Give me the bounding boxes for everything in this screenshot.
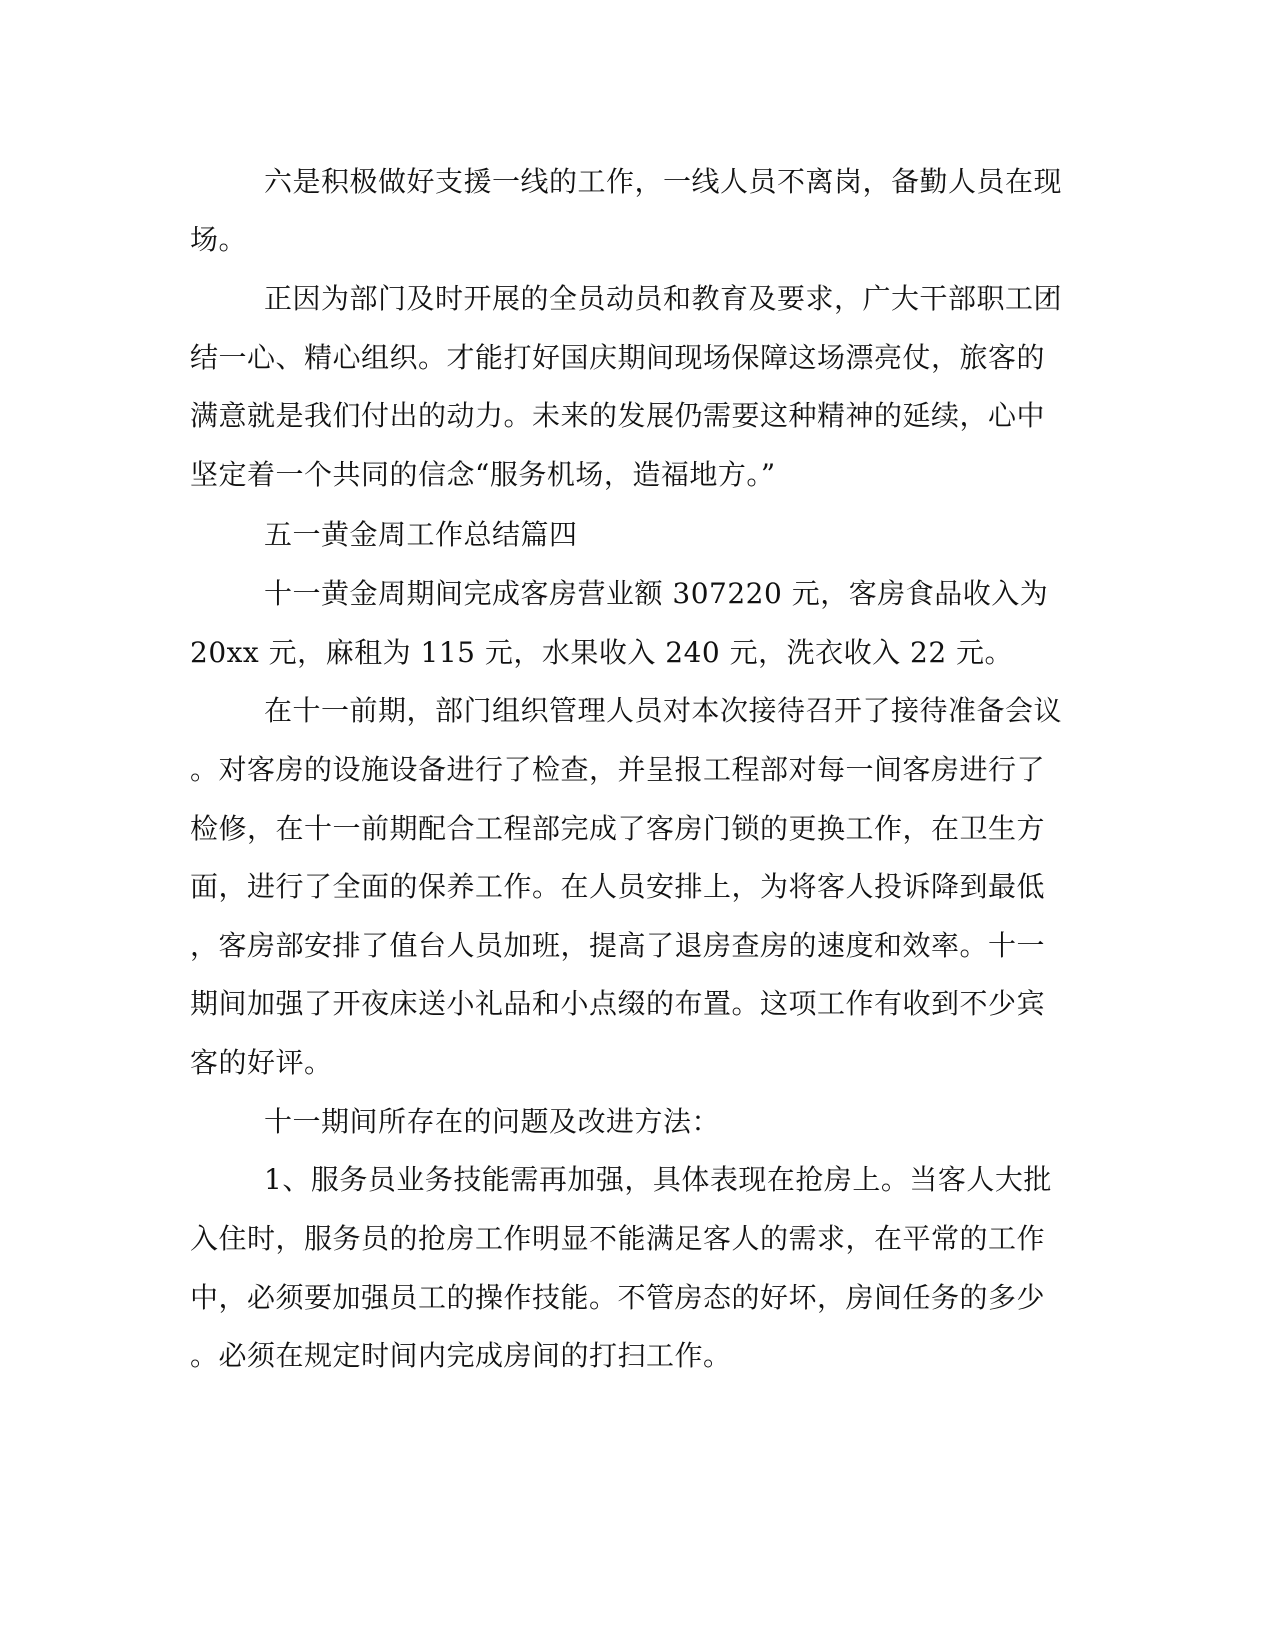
text-line: 十一期间所存在的问题及改进方法： (264, 1105, 721, 1138)
text-line: 十一黄金周期间完成客房营业额 307220 元，客房食品收入为 (264, 577, 1049, 610)
section-heading: 五一黄金周工作总结篇四 (264, 518, 578, 551)
text-line: 正因为部门及时开展的全员动员和教育及要求，广大干部职工团 (264, 282, 1063, 315)
text-line: 中，必须要加强员工的操作技能。不管房态的好坏，房间任务的多少 (190, 1281, 1046, 1314)
text-line: ，客房部安排了值台人员加班，提高了退房查房的速度和效率。十一 (190, 929, 1046, 962)
text-line: 。必须在规定时间内完成房间的打扫工作。 (190, 1339, 732, 1372)
text-line: 客的好评。 (190, 1046, 333, 1079)
text-line: 坚定着一个共同的信念“服务机场，造福地方。” (190, 458, 776, 491)
text-line: 结一心、精心组织。才能打好国庆期间现场保障这场漂亮仗，旅客的 (190, 341, 1046, 374)
text-line: 六是积极做好支援一线的工作，一线人员不离岗，备勤人员在现 (264, 165, 1063, 198)
text-line: 入住时，服务员的抢房工作明显不能满足客人的需求，在平常的工作 (190, 1222, 1046, 1255)
text-line: 。对客房的设施设备进行了检查，并呈报工程部对每一间客房进行了 (190, 753, 1046, 786)
text-line: 满意就是我们付出的动力。未来的发展仍需要这种精神的延续，心中 (190, 399, 1046, 432)
text-line: 1、服务员业务技能需再加强，具体表现在抢房上。当客人大批 (264, 1163, 1052, 1196)
text-line: 检修，在十一前期配合工程部完成了客房门锁的更换工作，在卫生方 (190, 812, 1046, 845)
text-line: 场。 (190, 223, 248, 256)
text-line: 期间加强了开夜床送小礼品和小点缀的布置。这项工作有收到不少宾 (190, 987, 1046, 1020)
text-line: 面，进行了全面的保养工作。在人员安排上，为将客人投诉降到最低 (190, 870, 1046, 903)
text-line: 20xx 元，麻租为 115 元，水果收入 240 元，洗衣收入 22 元。 (190, 636, 1014, 669)
text-line: 在十一前期，部门组织管理人员对本次接待召开了接待准备会议 (264, 694, 1063, 727)
